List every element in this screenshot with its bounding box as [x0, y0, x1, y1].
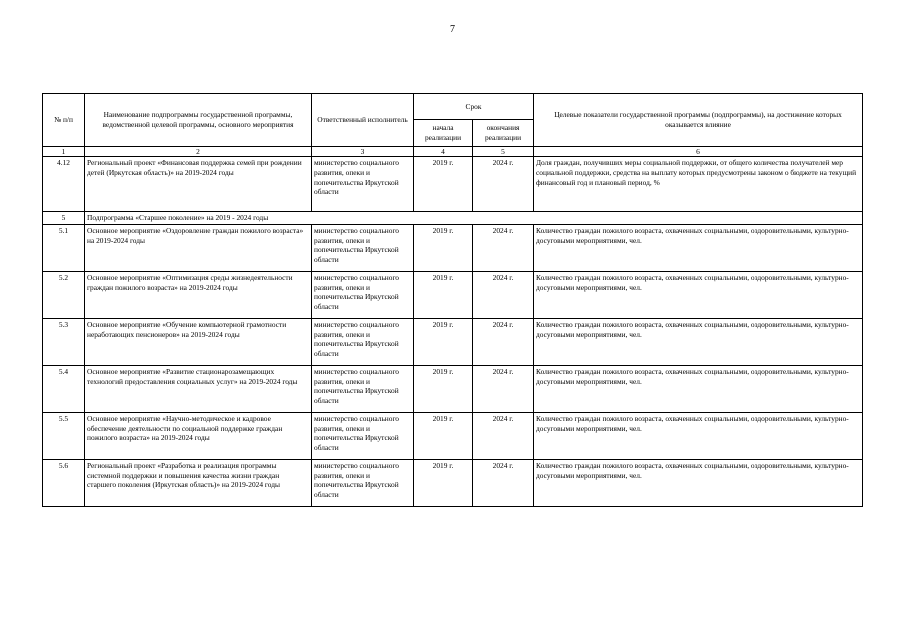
row-number: 4.12: [43, 157, 85, 212]
row-name: Региональный проект «Разработка и реализация программы системной поддержки и повышения качества жизни граждан старшего поколения (Иркутская область)» на 2019-2024 годы: [85, 459, 312, 506]
row-end: 2024 г.: [473, 224, 534, 271]
table-row: [43, 412, 863, 459]
row-executor: министерство социального развития, опеки и попечительства Иркутской области: [312, 318, 414, 365]
row-number: 5: [43, 212, 85, 225]
header-executor: Ответственный исполнитель: [312, 94, 414, 147]
column-number: 5: [473, 147, 534, 157]
row-name: Основное мероприятие «Обучение компьютерной грамотности неработающих пенсионеров» на 2019-2024 годы: [85, 318, 312, 365]
page-number: 7: [450, 24, 455, 35]
row-number: 5.2: [43, 271, 85, 318]
row-name: Основное мероприятие «Оздоровление граждан пожилого возраста» на 2019-2024 годы: [85, 224, 312, 271]
row-number: 5.5: [43, 412, 85, 459]
row-number: 5.3: [43, 318, 85, 365]
row-start: 2019 г.: [414, 271, 473, 318]
row-executor: министерство социального развития, опеки и попечительства Иркутской области: [312, 271, 414, 318]
header-row: [43, 94, 863, 120]
row-executor: министерство социального развития, опеки и попечительства Иркутской области: [312, 365, 414, 412]
row-executor: министерство социального развития, опеки и попечительства Иркутской области: [312, 412, 414, 459]
header-end: окончания реализации: [473, 120, 534, 147]
row-name: Основное мероприятие «Научно-методическое и кадровое обеспечение деятельности по социальной поддержке граждан пожилого возраста» на 2019-2024 годы: [85, 412, 312, 459]
row-indicator: Количество граждан пожилого возраста, охваченных социальными, оздоровительными, культурно-досуговыми мероприятиями, чел.: [534, 318, 863, 365]
row-indicator: Количество граждан пожилого возраста, охваченных социальными, оздоровительными, культурно-досуговыми мероприятиями, чел.: [534, 224, 863, 271]
section-row: [43, 212, 863, 225]
row-end: 2024 г.: [473, 271, 534, 318]
row-indicator: Количество граждан пожилого возраста, охваченных социальными, оздоровительными, культурно-досуговыми мероприятиями, чел.: [534, 459, 863, 506]
table-row: [43, 271, 863, 318]
table-row: [43, 224, 863, 271]
program-table: [42, 93, 863, 507]
row-executor: министерство социального развития, опеки и попечительства Иркутской области: [312, 224, 414, 271]
row-number: 5.6: [43, 459, 85, 506]
row-indicator: Количество граждан пожилого возраста, охваченных социальными, оздоровительными, культурно-досуговыми мероприятиями, чел.: [534, 271, 863, 318]
column-number: 4: [414, 147, 473, 157]
row-executor: министерство социального развития, опеки и попечительства Иркутской области: [312, 157, 414, 212]
table-row: [43, 459, 863, 506]
row-start: 2019 г.: [414, 157, 473, 212]
row-number: 5.4: [43, 365, 85, 412]
table-row: [43, 318, 863, 365]
row-start: 2019 г.: [414, 459, 473, 506]
row-indicator: Количество граждан пожилого возраста, охваченных социальными, оздоровительными, культурно-досуговыми мероприятиями, чел.: [534, 365, 863, 412]
header-name: Наименование подпрограммы государственной программы, ведомственной целевой программы, основного мероприятия: [85, 94, 312, 147]
row-indicator: Доля граждан, получивших меры социальной поддержки, от общего количества получателей мер социальной поддержки, средства на выплату которых предусмотрены законом о бюджете на текущий финансовый год и плановый период, %: [534, 157, 863, 212]
column-number: 1: [43, 147, 85, 157]
row-indicator: Количество граждан пожилого возраста, охваченных социальными, оздоровительными, культурно-досуговыми мероприятиями, чел.: [534, 412, 863, 459]
column-number: 6: [534, 147, 863, 157]
row-name: Основное мероприятие «Оптимизация среды жизнедеятельности граждан пожилого возраста» на 2019-2024 годы: [85, 271, 312, 318]
table-row: [43, 157, 863, 212]
column-number: 3: [312, 147, 414, 157]
table-row: [43, 365, 863, 412]
header-term: Срок: [414, 94, 534, 120]
row-end: 2024 г.: [473, 365, 534, 412]
section-title: Подпрограмма «Старшее поколение» на 2019 - 2024 годы: [85, 212, 863, 225]
row-executor: министерство социального развития, опеки и попечительства Иркутской области: [312, 459, 414, 506]
row-end: 2024 г.: [473, 459, 534, 506]
header-start: начала реализации: [414, 120, 473, 147]
header-num: № п/п: [43, 94, 85, 147]
row-start: 2019 г.: [414, 224, 473, 271]
row-name: Региональный проект «Финансовая поддержка семей при рождении детей (Иркутская область)» на 2019-2024 годы: [85, 157, 312, 212]
column-numbers-row: [43, 147, 863, 157]
row-end: 2024 г.: [473, 157, 534, 212]
row-end: 2024 г.: [473, 318, 534, 365]
row-name: Основное мероприятие «Развитие стационарозамещающих технологий предоставления социальных услуг» на 2019-2024 годы: [85, 365, 312, 412]
row-start: 2019 г.: [414, 365, 473, 412]
column-number: 2: [85, 147, 312, 157]
header-indicators: Целевые показатели государственной программы (подпрограммы), на достижение которых оказывается влияние: [534, 94, 863, 147]
row-number: 5.1: [43, 224, 85, 271]
row-end: 2024 г.: [473, 412, 534, 459]
row-start: 2019 г.: [414, 318, 473, 365]
row-start: 2019 г.: [414, 412, 473, 459]
